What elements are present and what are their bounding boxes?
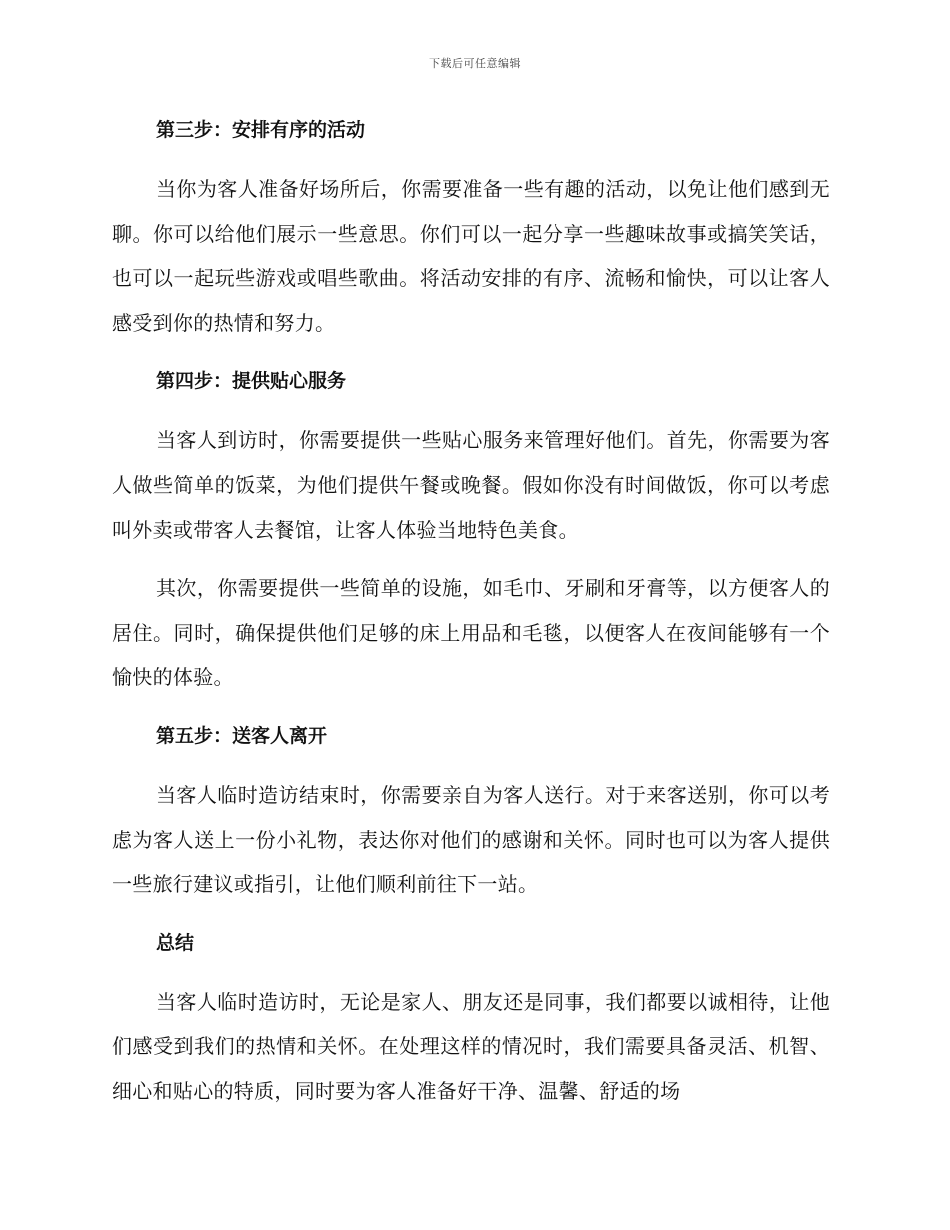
paragraph-step-3: 当你为客人准备好场所后，你需要准备一些有趣的活动，以免让他们感到无聊。你可以给他们展示一些意思。你们可以一起分享一些趣味故事或搞笑笑话，也可以一起玩些游戏或唱些歌曲。将活动安排的有序、流畅和愉快，可以让客人感受到你的热情和努力。 xyxy=(112,177,830,335)
section-heading-step-4: 第四步：提供贴心服务 xyxy=(156,370,347,393)
page-header-note: 下载后可任意编辑 xyxy=(429,57,521,70)
paragraph-summary: 当客人临时造访时，无论是家人、朋友还是同事，我们都要以诚相待，让他们感受到我们的热情和关怀。在处理这样的情况时，我们需要具备灵活、机智、细心和贴心的特质，同时要为客人准备好干净、温馨、舒适的场 xyxy=(112,989,830,1103)
document-body xyxy=(112,108,830,1114)
section-heading-summary: 总结 xyxy=(156,931,195,954)
paragraph-step-4-meals: 当客人到访时，你需要提供一些贴心服务来管理好他们。首先，你需要为客人做些简单的饭菜，为他们提供午餐或晚餐。假如你没有时间做饭，你可以考虑叫外卖或带客人去餐馆，让客人体验当地特色美食。 xyxy=(112,428,830,542)
paragraph-step-4-facilities: 其次，你需要提供一些简单的设施，如毛巾、牙刷和牙膏等，以方便客人的居住。同时，确保提供他们足够的床上用品和毛毯，以便客人在夜间能够有一个愉快的体验。 xyxy=(112,576,830,690)
section-heading-step-3: 第三步：安排有序的活动 xyxy=(156,119,366,141)
paragraph-step-5: 当客人临时造访结束时，你需要亲自为客人送行。对于来客送别，你可以考虑为客人送上一份小礼物，表达你对他们的感谢和关怀。同时也可以为客人提供一些旅行建议或指引，让他们顺利前往下一站。 xyxy=(112,782,830,897)
section-heading-step-5: 第五步：送客人离开 xyxy=(156,724,328,747)
